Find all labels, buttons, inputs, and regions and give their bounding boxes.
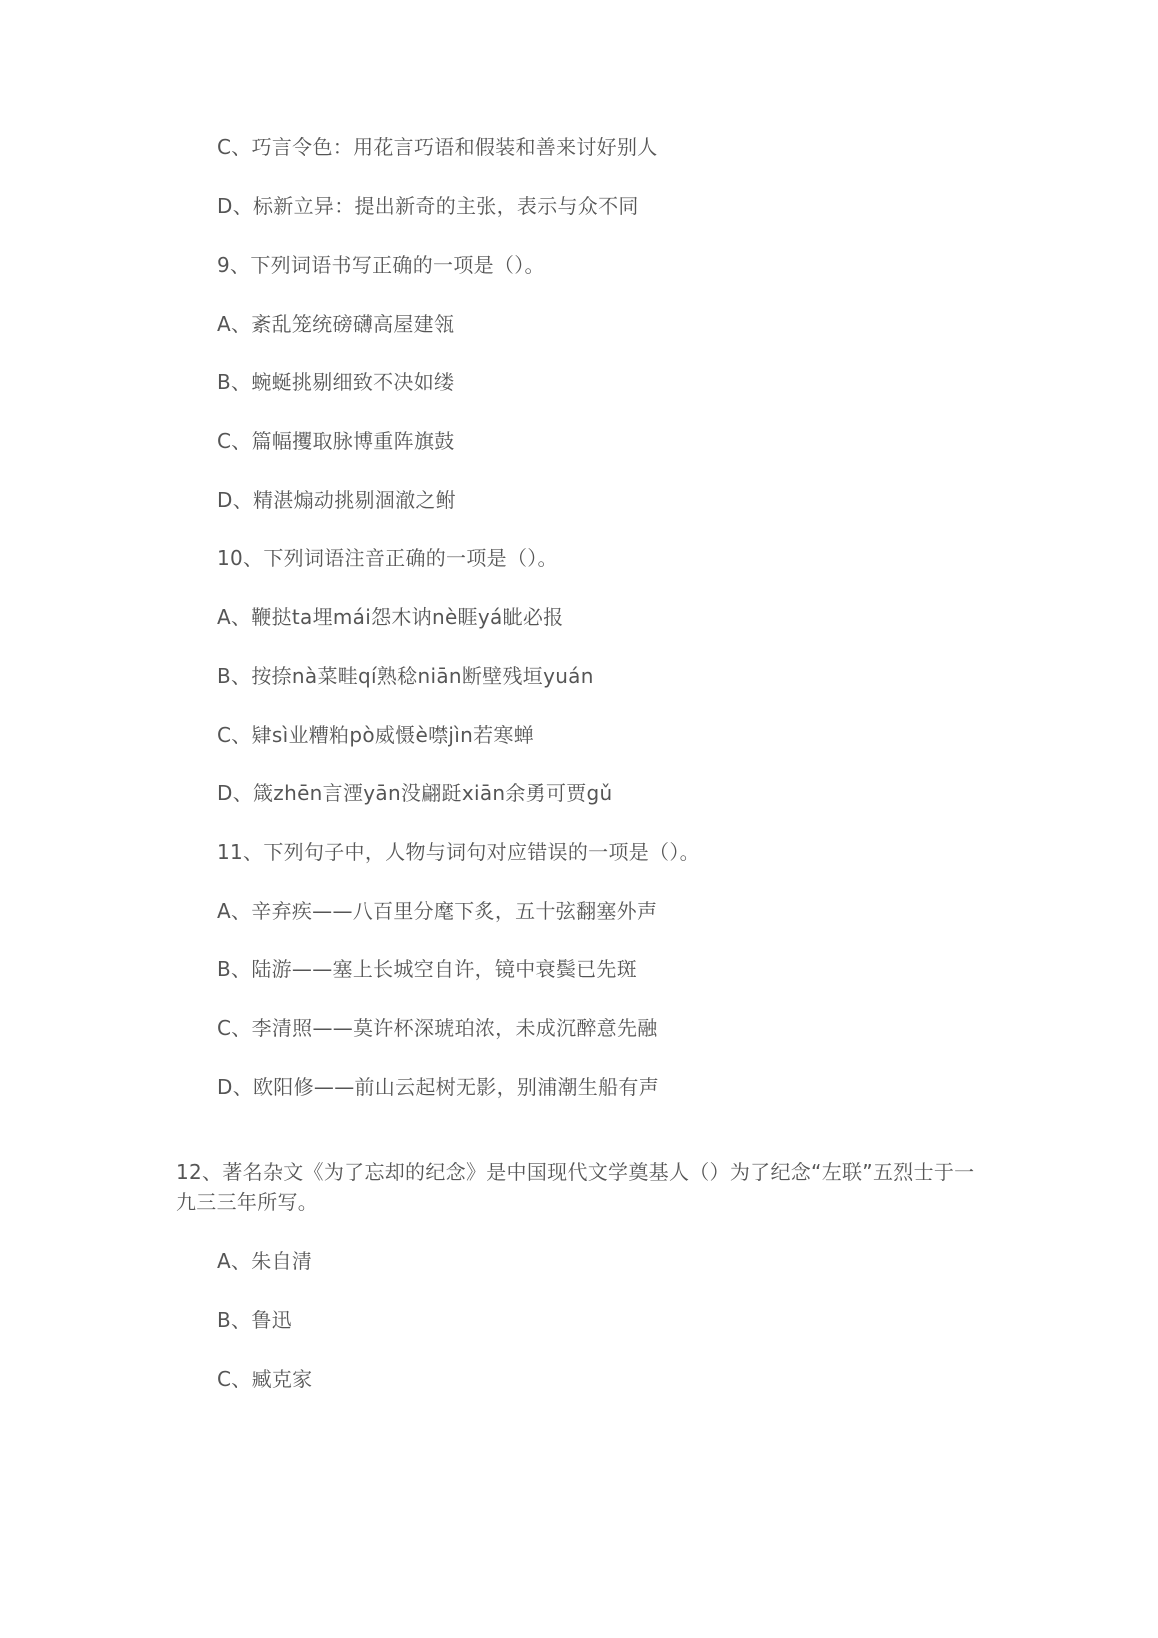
q10-option-a: A、鞭挞ta埋mái怨木讷nè睚yá眦必报	[217, 605, 564, 629]
q9-option-a: A、紊乱笼统磅礴高屋建瓴	[217, 312, 455, 336]
q9-option-d: D、精湛煽动挑剔涸澈之鲋	[217, 488, 457, 512]
q9-option-c: C、篇幅攫取脉博重阵旗鼓	[217, 429, 455, 453]
q10-option-d: D、箴zhēn言湮yān没翩跹xiān余勇可贾gǔ	[217, 781, 613, 805]
q12-option-b: B、鲁迅	[217, 1308, 292, 1332]
q12-stem: 12、著名杂文《为了忘却的纪念》是中国现代文学奠基人（）为了纪念“左联”五烈士于一九三三年所写。	[176, 1160, 975, 1214]
q10-stem: 10、下列词语注音正确的一项是（）。	[217, 546, 558, 570]
q10-option-c: C、肄sì业糟粕pò威慑è噤jìn若寒蝉	[217, 723, 534, 747]
q12-option-a: A、朱自清	[217, 1249, 313, 1273]
q12-option-c: C、臧克家	[217, 1367, 313, 1391]
q8-option-c: C、巧言令色：用花言巧语和假装和善来讨好别人	[217, 135, 658, 159]
q11-option-c: C、李清照——莫许杯深琥珀浓，未成沉醉意先融	[217, 1016, 658, 1040]
q11-stem: 11、下列句子中，人物与词句对应错误的一项是（）。	[217, 840, 700, 864]
q11-option-b: B、陆游——塞上长城空自许，镜中衰鬓已先斑	[217, 957, 638, 981]
q10-option-b: B、按捺nà菜畦qí熟稔niān断壁残垣yuán	[217, 664, 594, 688]
q11-option-d: D、欧阳修——前山云起树无影，别浦潮生船有声	[217, 1075, 659, 1099]
q9-stem: 9、下列词语书写正确的一项是（）。	[217, 253, 545, 277]
q8-option-d: D、标新立异：提出新奇的主张，表示与众不同	[217, 194, 639, 218]
q11-option-a: A、辛弃疾——八百里分麾下炙，五十弦翻塞外声	[217, 899, 658, 923]
q9-option-b: B、蜿蜒挑剔细致不决如缕	[217, 370, 455, 394]
